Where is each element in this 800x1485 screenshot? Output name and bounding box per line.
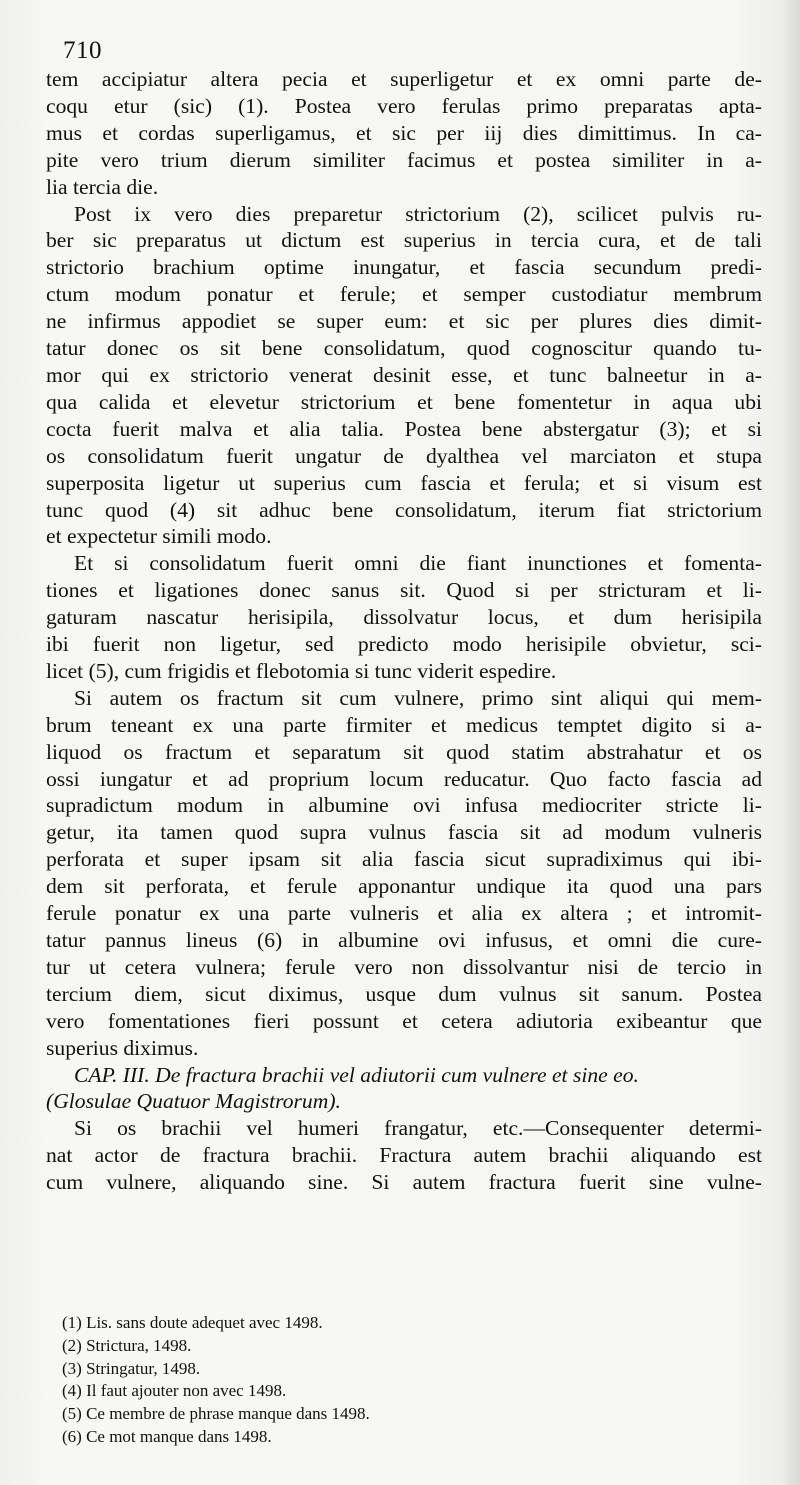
text-line: ber sic preparatus ut dictum est superius in tercia cura, et de tali — [46, 228, 762, 253]
text-line: supradictum modum in albumine ovi infusa mediocriter stricte li- — [46, 793, 762, 818]
text-line: vero fomentationes fieri possunt et cetera adiutoria exibeantur que — [46, 1008, 762, 1033]
text-line: et expectetur simili modo. — [46, 524, 272, 549]
text-line: nat actor de fractura brachii. Fractura autem brachii aliquando est — [46, 1143, 762, 1168]
text-line: mor qui ex strictorio venerat desinit esse, et tunc balneetur in a- — [46, 362, 762, 387]
text-line: pite vero trium dierum similiter facimus et postea similiter in a- — [46, 147, 762, 172]
text-line: superposita ligetur ut superius cum fascia et ferula; et si visum est — [46, 470, 762, 495]
text-line: tercium diem, sicut diximus, usque dum vulnus sit sanum. Postea — [46, 981, 762, 1006]
text-line: os consolidatum fuerit ungatur de dyalthea vel marciaton et stupa — [46, 443, 762, 468]
text-line: ibi fuerit non ligetur, sed predicto modo herisipile obvietur, sci- — [46, 632, 762, 657]
text-line: mus et cordas superligamus, et sic per iij dies dimittimus. In ca- — [46, 120, 762, 145]
page-number: 710 — [63, 37, 102, 64]
text-line: Post ix vero dies preparetur strictorium (2), scilicet pulvis ru- — [74, 201, 762, 226]
text-line: tatur pannus lineus (6) in albumine ovi infusus, et omni die cure- — [46, 928, 762, 952]
text-line: tur ut cetera vulnera; ferule vero non dissolvantur nisi de tercio in — [46, 954, 762, 979]
text-line: tunc quod (4) sit adhuc bene consolidatum, iterum fiat strictorium — [46, 497, 762, 522]
footnote: (4) Il faut ajouter non avec 1498. — [62, 1381, 287, 1401]
text-line: ossi iungatur et ad proprium locum reducatur. Quo facto fascia ad — [46, 766, 762, 791]
text-line: ctum modum ponatur et ferule; et semper custodiatur membrum — [46, 282, 762, 307]
text-line: lia tercia die. — [46, 174, 159, 199]
text-line: getur, ita tamen quod supra vulnus fascia sit ad modum vulneris — [46, 820, 762, 845]
text-line: Si os brachii vel humeri frangatur, etc.—Consequenter determi- — [74, 1116, 762, 1141]
text-line: cocta fuerit malva et alia talia. Postea bene abstergatur (3); et si — [46, 416, 762, 441]
text-line: perforata et super ipsam sit alia fascia sicut supradiximus qui ibi- — [46, 847, 762, 872]
footnote: (6) Ce mot manque dans 1498. — [62, 1426, 272, 1446]
text-line: dem sit perforata, et ferule apponantur undique ita quod una pars — [46, 874, 762, 899]
body-text — [46, 66, 762, 1196]
text-line: superius diximus. — [46, 1035, 199, 1060]
text-line: licet (5), cum frigidis et flebotomia si tunc viderit espedire. — [46, 658, 557, 683]
footnote: (2) Strictura, 1498. — [62, 1335, 192, 1355]
chapter-heading-line: (Glosulae Quatuor Magistrorum). — [46, 1089, 341, 1114]
text-line: brum teneant ex una parte firmiter et medicus temptet digito si a- — [46, 712, 762, 737]
footnote: (1) Lis. sans doute adequet avec 1498. — [62, 1313, 323, 1332]
page-edge-shadow — [782, 0, 800, 1485]
text-line: liquod os fractum et separatum sit quod statim abstrahatur et os — [46, 739, 762, 764]
text-line: ne infirmus appodiet se super eum: et sic per plures dies dimit- — [46, 309, 762, 334]
chapter-heading-line: CAP. III. De fractura brachii vel adiutorii cum vulnere et sine eo. — [74, 1062, 639, 1087]
text-line: cum vulnere, aliquando sine. Si autem fractura fuerit sine vulne- — [46, 1170, 762, 1195]
text-line: tem accipiatur altera pecia et superligetur et ex omni parte de- — [46, 67, 762, 91]
footnotes — [62, 1312, 582, 1449]
footnote: (3) Stringatur, 1498. — [62, 1358, 201, 1378]
text-line: strictorio brachium optime inungatur, et fascia secundum predi- — [46, 255, 762, 280]
text-line: tatur donec os sit bene consolidatum, quod cognoscitur quando tu- — [46, 336, 762, 361]
footnote: (5) Ce membre de phrase manque dans 1498. — [62, 1404, 370, 1424]
text-line: ferule ponatur ex una parte vulneris et alia ex altera ; et intromit- — [46, 901, 762, 926]
text-line: Et si consolidatum fuerit omni die fiant inunctiones et fomenta- — [74, 551, 762, 576]
text-line: tiones et ligationes donec sanus sit. Quod si per stricturam et li- — [46, 578, 762, 603]
text-line: gaturam nascatur herisipila, dissolvatur locus, et dum herisipila — [46, 605, 762, 630]
text-line: qua calida et elevetur strictorium et bene fomentetur in aqua ubi — [46, 389, 762, 414]
text-line: Si autem os fractum sit cum vulnere, primo sint aliqui qui mem- — [74, 685, 762, 710]
text-line: coqu etur (sic) (1). Postea vero ferulas primo preparatas apta- — [46, 93, 762, 118]
